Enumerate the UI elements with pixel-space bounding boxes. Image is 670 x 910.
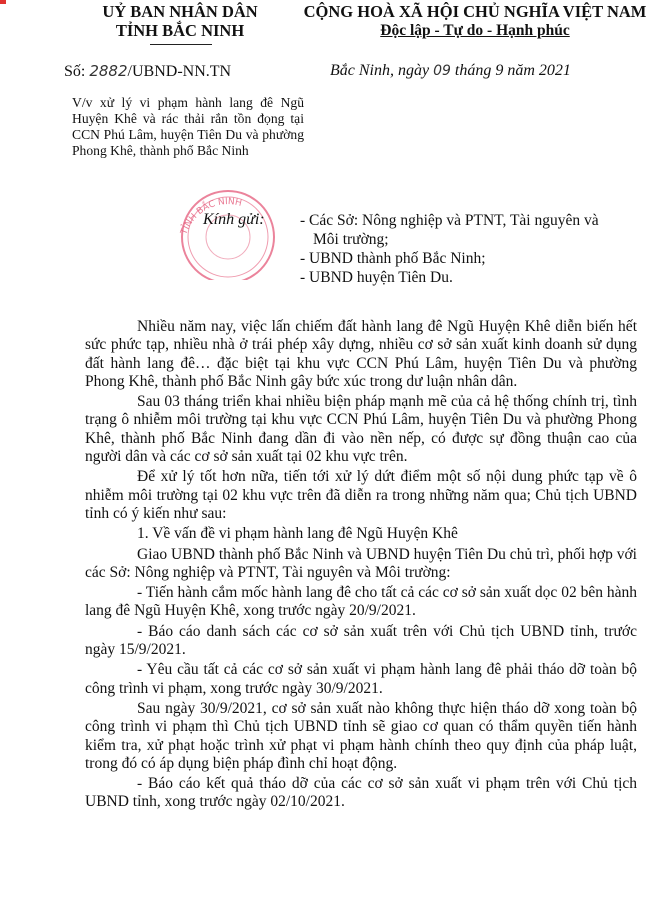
stamp-text: TỈNH BẮC NINH: [179, 197, 243, 237]
recipient-item: Môi trường;: [313, 231, 389, 248]
recipients-label: Kính gửi:: [203, 211, 265, 228]
section-heading: 1. Về vấn đề vi phạm hành lang đê Ngũ Huyện Khê: [137, 525, 458, 543]
body-list-item: - Yêu cầu tất cả các cơ sở sản xuất vi phạm hành lang đê phải tháo dỡ toàn bộ công trình vi phạm, xong trước ngày 30/9/2021.: [85, 661, 637, 697]
document-body: [85, 318, 637, 812]
doc-number-prefix: Số:: [64, 63, 86, 80]
org-line-1: UỶ BAN NHÂN DÂN: [102, 2, 258, 21]
body-list-item: - Tiến hành cắm mốc hành lang đê cho tất cả các cơ sở sản xuất dọc 02 bên hành lang đê Ngũ Huyện Khê, xong trước ngày 20/9/2021.: [85, 584, 637, 620]
recipients-list: [300, 211, 660, 287]
body-list-item: - Báo cáo danh sách các cơ sở sản xuất trên với Chủ tịch UBND tỉnh, trước ngày 15/9/2021.: [85, 622, 637, 659]
body-paragraph: Giao UBND thành phố Bắc Ninh và UBND huyện Tiên Du chủ trì, phối hợp với các Sở: Nông nghiệp và PTNT, Tài nguyên và Môi trường:: [85, 545, 637, 581]
body-paragraph: Để xử lý tốt hơn nữa, tiến tới xử lý dứt điểm một số nội dung phức tạp về ô nhiễm môi trường tại 02 khu vực trên đã diễn ra trong những năm qua; Chủ tịch UBND tỉnh có ý kiến như sau:: [85, 468, 637, 522]
date-day-handwritten: 09: [433, 63, 451, 79]
recipient-item: - Các Sở: Nông nghiệp và PTNT, Tài nguyên và: [300, 212, 599, 229]
nation-title: CỘNG HOÀ XÃ HỘI CHỦ NGHĨA VIỆT NAM: [303, 2, 647, 21]
body-paragraph: Sau 03 tháng triển khai nhiều biện pháp mạnh mẽ của cả hệ thống chính trị, tình trạng ô nhiễm môi trường tại khu vực CCN Phú Lâm, huyện Tiên Du và phường Phong Khê, thành phố Bắc Ninh đang dần đi vào nền nếp, có được sự đồng thuận cao của người dân và các cơ sở sản xuất tại 02 khu vực trên.: [85, 393, 637, 466]
document-date: [330, 62, 571, 80]
body-paragraph: Sau ngày 30/9/2021, cơ sở sản xuất nào không thực hiện tháo dỡ xong toàn bộ công trình vi phạm thì Chủ tịch UBND tỉnh sẽ giao cơ quan có thẩm quyền tiến hành kiểm tra, xử phạt hoặc trình xử phạt vi phạm hành chính theo quy định của pháp luật, trong đó có áp dụng biện pháp đình chỉ hoạt động.: [85, 699, 637, 772]
org-line-2: TỈNH BẮC NINH: [115, 21, 245, 40]
red-corner-mark: [0, 0, 6, 4]
subject-line: V/v xử lý vi phạm hành lang đê Ngũ Huyện Khê và rác thải rắn tồn đọng tại CCN Phú Lâm, huyện Tiên Du và phường Phong Khê, thành phố Bắc Ninh: [72, 95, 304, 158]
date-prefix: Bắc Ninh, ngày: [330, 62, 430, 79]
national-motto: Độc lập - Tự do - Hạnh phúc: [380, 22, 570, 39]
org-underline: [150, 44, 212, 45]
issuing-organization: [60, 2, 300, 40]
national-header: [285, 2, 665, 40]
document-number: [64, 62, 231, 81]
body-list-item: - Báo cáo kết quả tháo dỡ của các cơ sở sản xuất vi phạm trên với Chủ tịch UBND tỉnh, xong trước ngày 02/10/2021.: [85, 775, 637, 811]
recipient-item: - UBND thành phố Bắc Ninh;: [300, 250, 486, 267]
date-suffix: tháng 9 năm 2021: [454, 62, 571, 79]
body-paragraph: Nhiều năm nay, việc lấn chiếm đất hành lang đê Ngũ Huyện Khê diễn biến hết sức phức tạp, nhiều nhà ở trái phép xây dựng, nhiều cơ sở sản xuất kinh doanh sử dụng đất hành lang đê… đặc biệt tại khu vực CCN Phú Lâm, huyện Tiên Du và phường Phong Khê, thành phố Bắc Ninh gây bức xúc trong dư luận nhân dân.: [85, 318, 637, 390]
doc-number-suffix: /UBND-NN.TN: [127, 63, 232, 80]
doc-number-handwritten: 2882: [89, 62, 128, 80]
recipient-item: - UBND huyện Tiên Du.: [300, 269, 453, 286]
